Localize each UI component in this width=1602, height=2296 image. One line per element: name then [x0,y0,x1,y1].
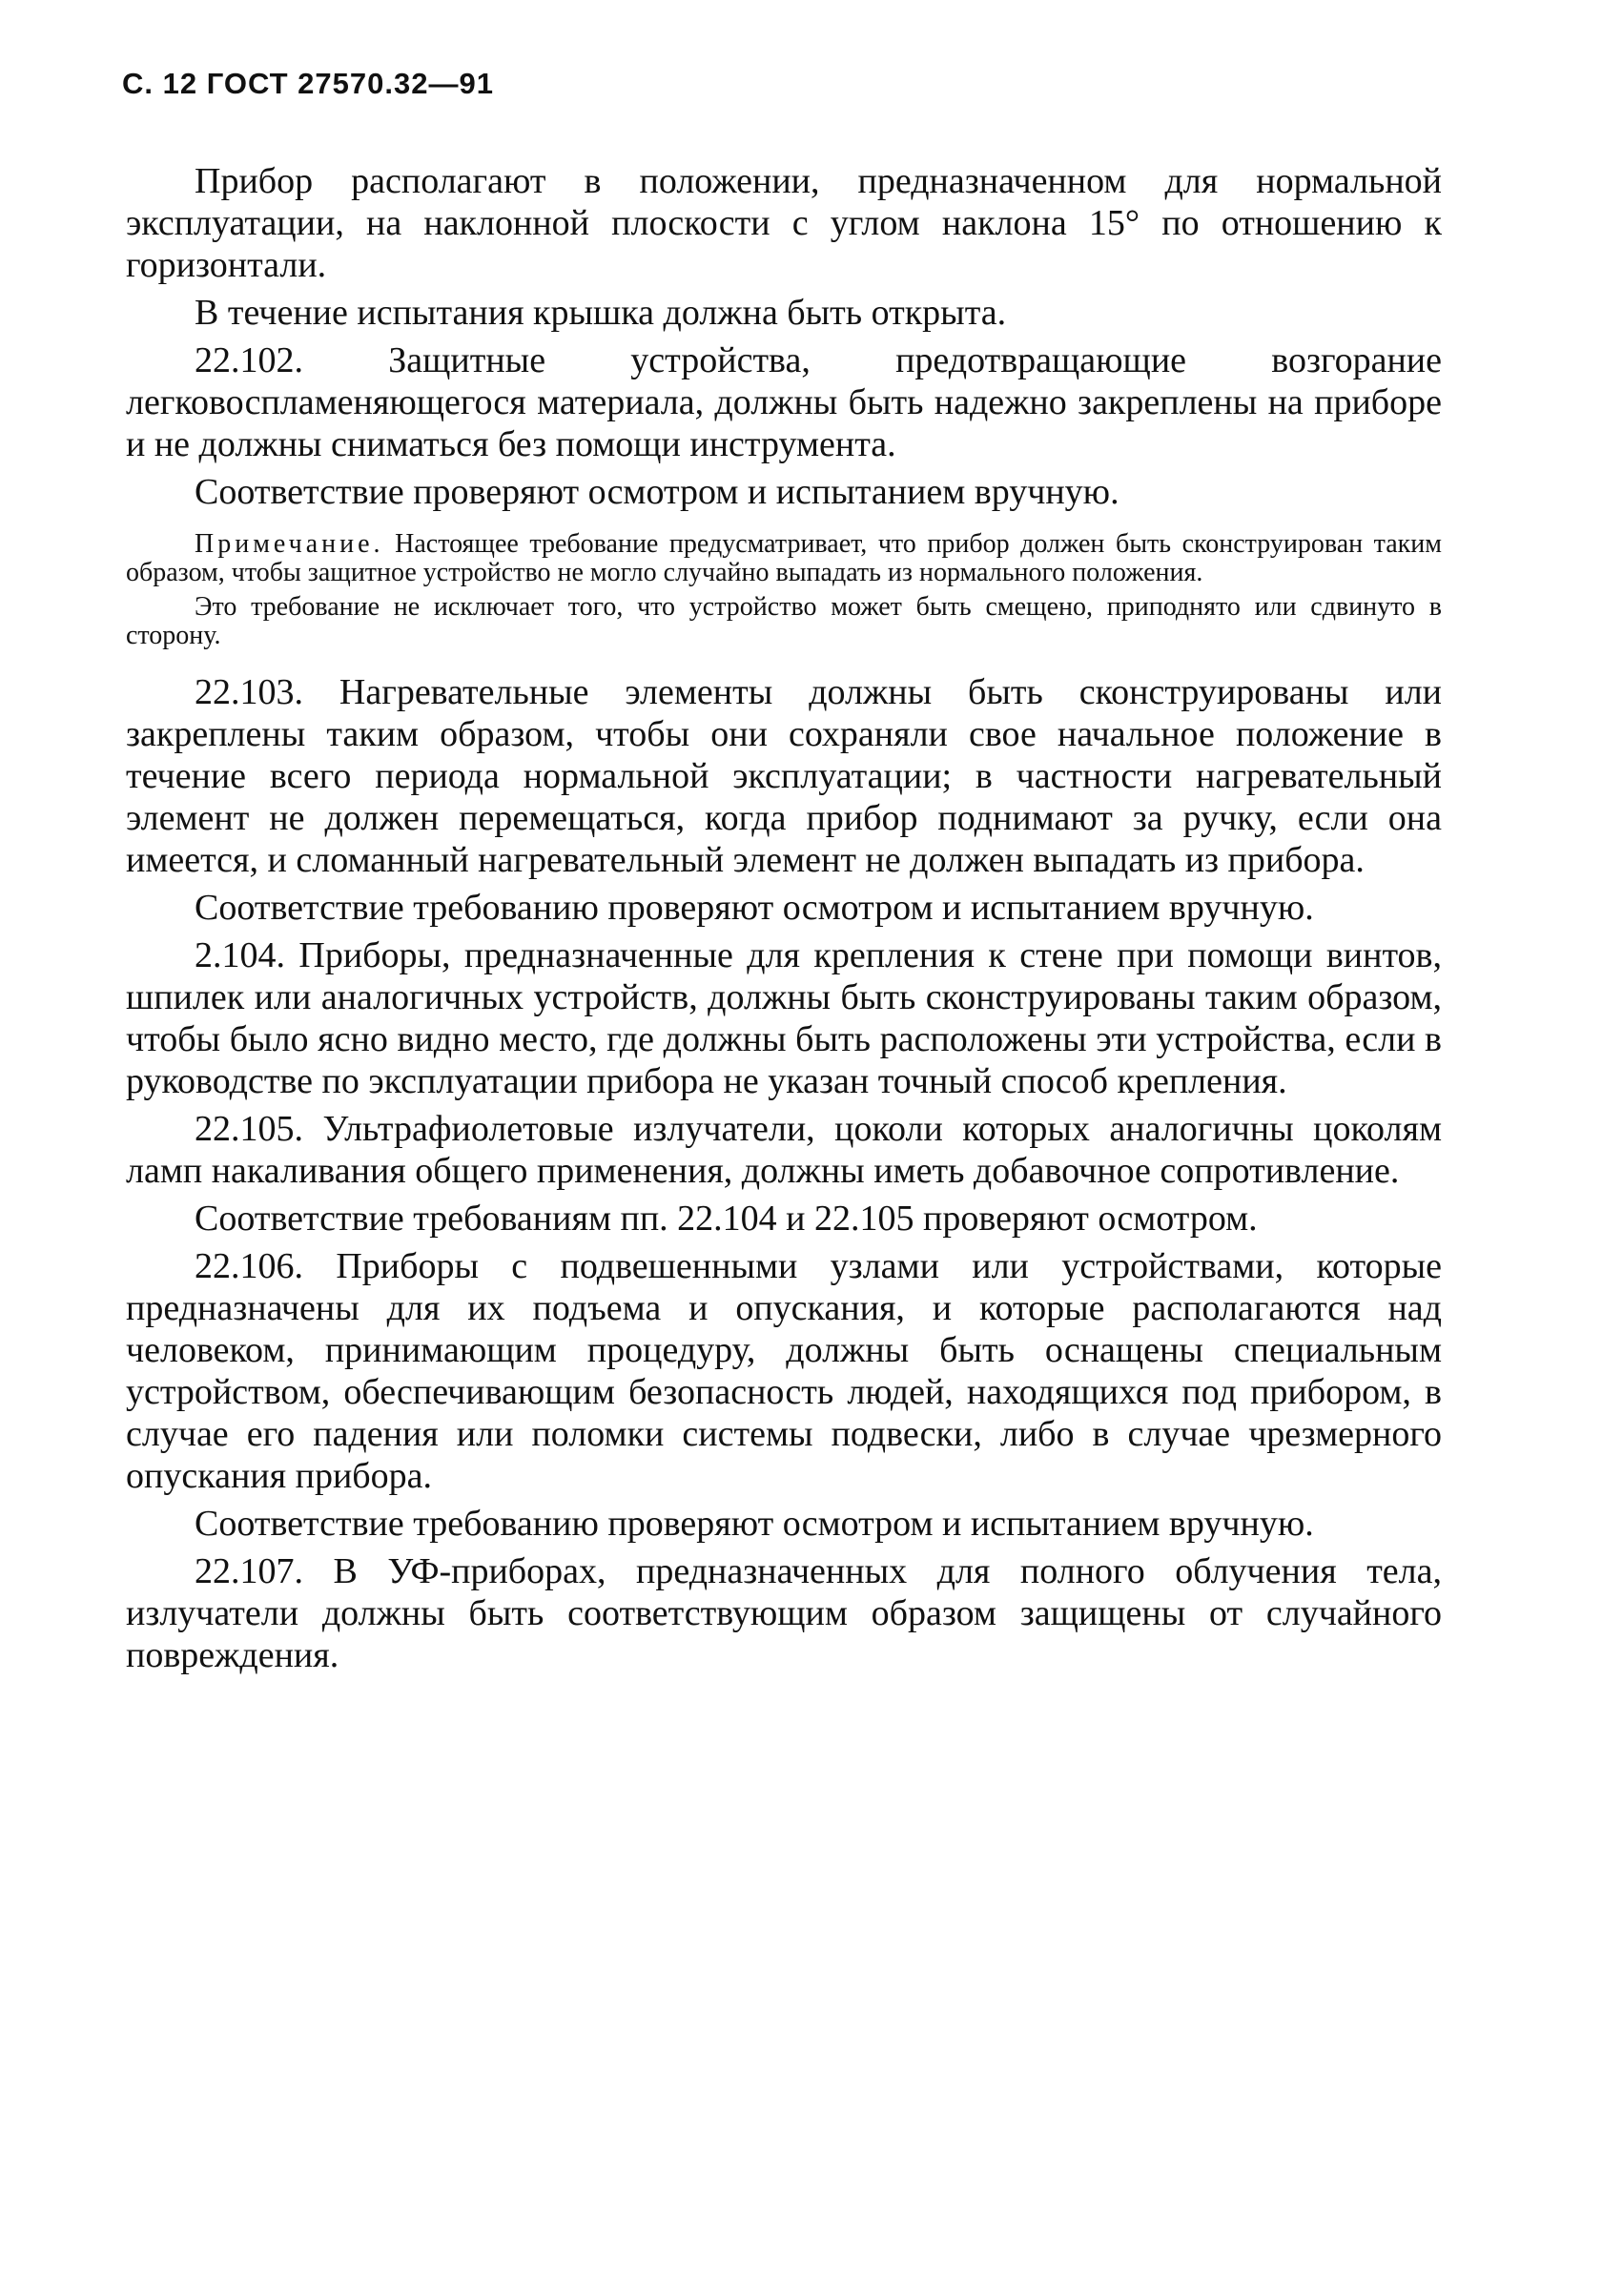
compliance-22-102: Соответствие проверяют осмотром и испытанием вручную. [195,472,1119,512]
clause-22-104: 2.104. Приборы, предназначенные для крепления к стене при помощи винтов, шпилек или аналогичных устройств, должны быть сконструированы таким образом, чтобы было ясно видно место, где должны быть расположены эти устройства, если в руководстве по эксплуатации прибора не указан точный способ крепления. [126,935,1442,1101]
clause-22-106: 22.106. Приборы с подвешенными узлами или устройствами, которые предназначены для их подъема и опускания, и которые располагаются над человеком, принимающим процедуру, должны быть оснащены специальным устройством, обеспечивающим безопасность людей, находящихся под прибором, в случае его падения или поломки системы подвески, либо в случае чрезмерного опускания прибора. [126,1246,1442,1496]
note-1 [126,530,1442,587]
paragraph-placement: Прибор располагают в положении, предназначенном для нормальной эксплуатации, на наклонной плоскости с углом наклона 15° по отношению к горизонтали. [126,161,1442,285]
note-2: Это требование не исключает того, что устройство может быть смещено, приподнято или сдвинуто в сторону. [126,592,1442,650]
note-1-text: Настоящее требование предусматривает, что прибор должен быть сконструирован таким образом, чтобы защитное устройство не могло случайно выпадать из нормального положения. [126,529,1442,587]
compliance-22-103: Соответствие требованию проверяют осмотром и испытанием вручную. [195,888,1314,928]
body-text [126,160,1442,1676]
clause-22-105: 22.105. Ультрафиолетовые излучатели, цоколи которых аналогичны цоколям ламп накаливания общего применения, должны иметь добавочное сопротивление. [126,1109,1442,1191]
compliance-22-104-105: Соответствие требованиям пп. 22.104 и 22.105 проверяют осмотром. [195,1199,1258,1239]
clause-22-102: 22.102. Защитные устройства, предотвращающие возгорание легковоспламеняющегося материала, должны быть надежно закреплены на приборе и не должны сниматься без помощи инструмента. [126,340,1442,464]
paragraph-lid-open: В течение испытания крышка должна быть открыта. [195,293,1007,333]
compliance-22-106: Соответствие требованию проверяют осмотром и испытанием вручную. [195,1504,1314,1544]
running-head: С. 12 ГОСТ 27570.32—91 [122,67,494,100]
note-label: Примечание. [195,529,384,559]
note-block [126,530,1442,650]
clause-22-103: 22.103. Нагревательные элементы должны быть сконструированы или закреплены таким образом, чтобы они сохраняли свое начальное положение в течение всего периода нормальной эксплуатации; в частности нагревательный элемент не должен перемещаться, когда прибор поднимают за ручку, если она имеется, и сломанный нагревательный элемент не должен выпадать из прибора. [126,672,1442,880]
clause-22-107: 22.107. В УФ-приборах, предназначенных для полного облучения тела, излучатели должны быть соответствующим образом защищены от случайного повреждения. [126,1551,1442,1675]
